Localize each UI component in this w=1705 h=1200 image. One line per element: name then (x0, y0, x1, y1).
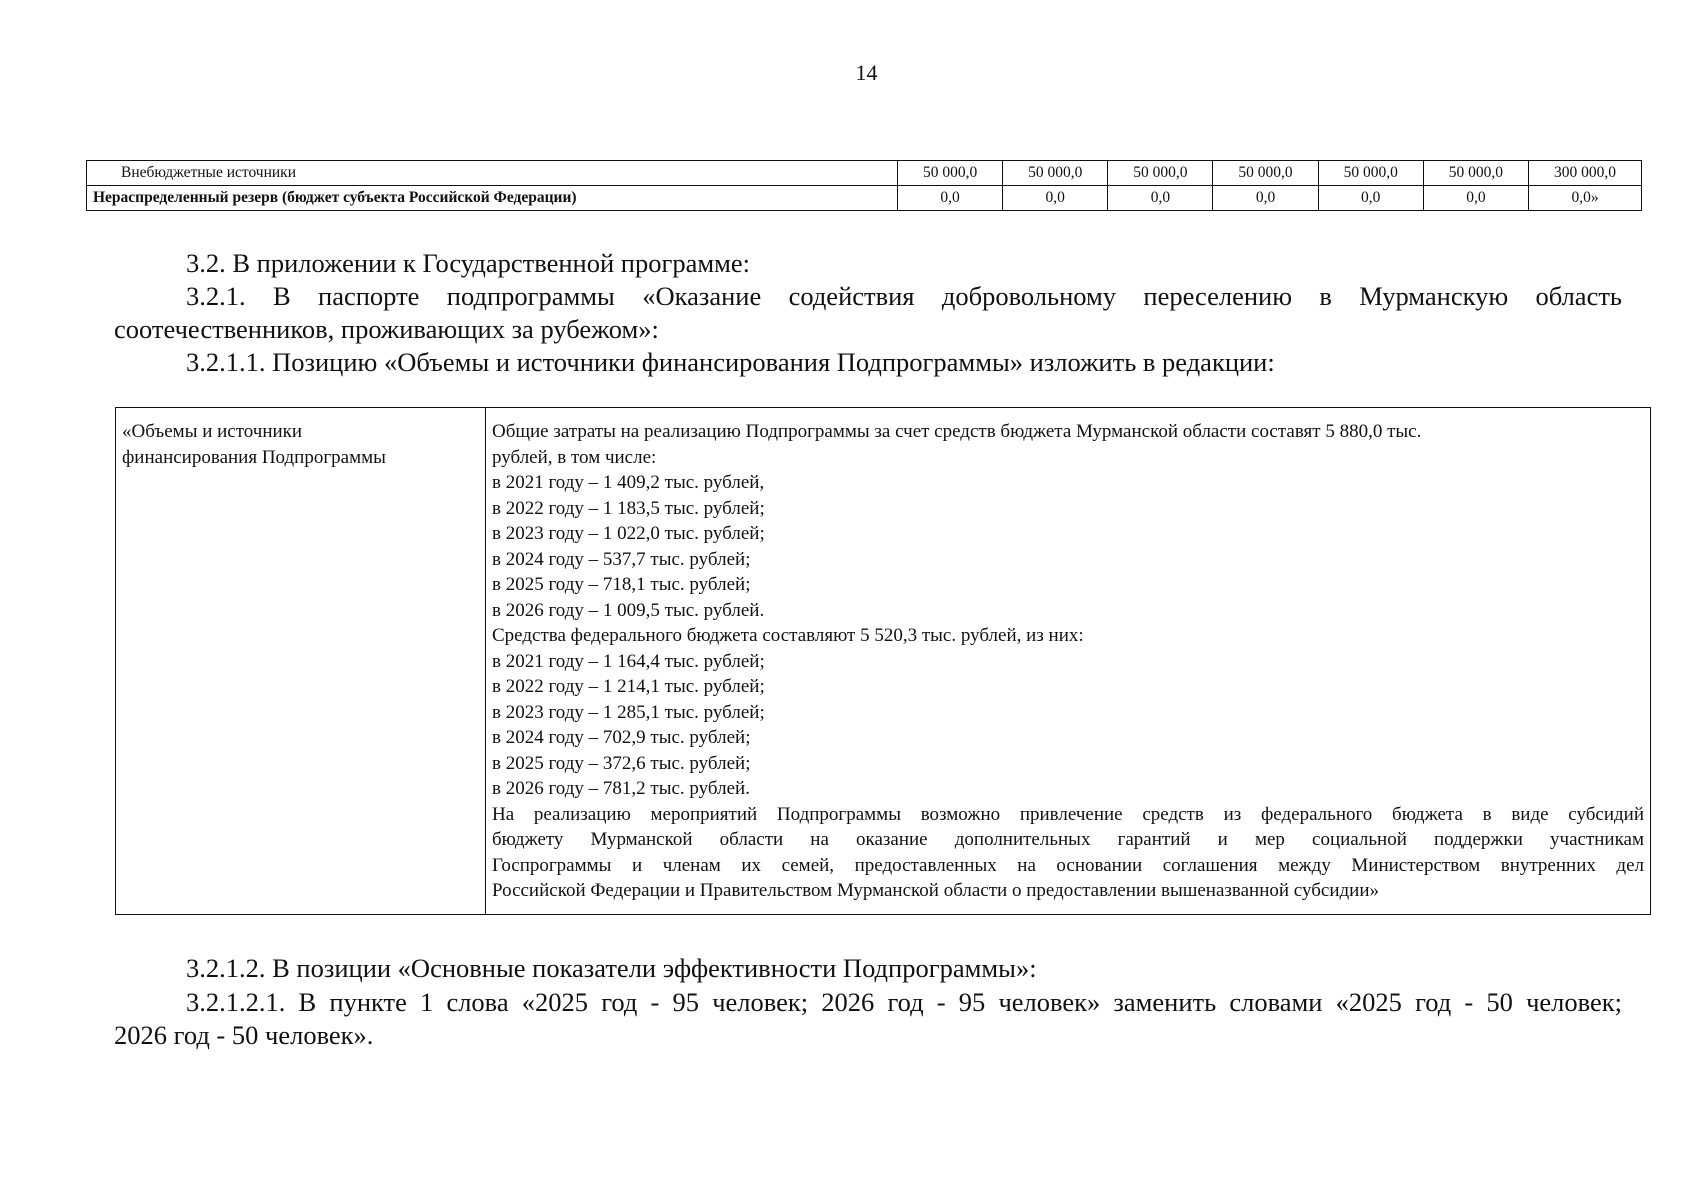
list-item: в 2021 году – 1 409,2 тыс. рублей, (492, 472, 765, 493)
list-item: в 2026 году – 1 009,5 тыс. рублей. (492, 599, 765, 621)
table-cell-total: 300 000,0 (1529, 161, 1642, 186)
passport-table (115, 407, 1651, 915)
page-number: 14 (855, 60, 878, 85)
table-cell: 0,0 (898, 186, 1003, 211)
table-cell: 0,0 (1003, 186, 1108, 211)
paragraph-text: 3.2.1.1. Позицию «Объемы и источники финансирования Подпрограммы» изложить в редакции: (186, 347, 1275, 377)
list-item: в 2021 году – 1 164,4 тыс. рублей; (492, 650, 765, 672)
list-item: в 2022 году – 1 183,5 тыс. рублей; (492, 497, 765, 519)
position-label: финансирования Подпрограммы (122, 446, 386, 468)
financing-table (86, 160, 1642, 211)
table-cell: 50 000,0 (1108, 161, 1213, 186)
row-label: Нераспределенный резерв (бюджет субъекта Российской Федерации) (87, 186, 898, 211)
list-item: в 2026 году – 781,2 тыс. рублей. (492, 778, 750, 799)
closing-text: Госпрограммы и членам их семей, предоставленных на основании соглашения между Министерством внутренних дел (492, 854, 1644, 876)
table-cell: 50 000,0 (1213, 161, 1318, 186)
table-cell: 0,0 (1213, 186, 1318, 211)
paragraph-text: 3.2. В приложении к Государственной программе: (186, 248, 750, 278)
table-cell: 0,0 (1423, 186, 1528, 211)
closing-text: Российской Федерации и Правительством Мурманской области о предоставлении вышеназванной субсидии» (492, 880, 1380, 901)
paragraph-text: 2026 год - 50 человек». (114, 1020, 374, 1050)
list-item: в 2023 году – 1 285,1 тыс. рублей; (492, 701, 765, 723)
paragraph (114, 247, 1622, 280)
paragraph (114, 1019, 1622, 1052)
list-item: в 2023 году – 1 022,0 тыс. рублей; (492, 523, 765, 544)
table-cell: 50 000,0 (1318, 161, 1423, 186)
table-row (87, 161, 1642, 186)
list-item: в 2024 году – 702,9 тыс. рублей; (492, 727, 751, 748)
paragraph (114, 986, 1622, 1019)
table-cell: 0,0 (1108, 186, 1213, 211)
position-label-cell (116, 408, 486, 915)
paragraph (114, 952, 1622, 985)
table-cell: 50 000,0 (1423, 161, 1528, 186)
paragraph-text: соотечественников, проживающих за рубежом»: (114, 314, 659, 344)
paragraph (114, 346, 1622, 379)
total-text: рублей, в том числе: (492, 446, 657, 468)
list-item: в 2025 году – 372,6 тыс. рублей; (492, 752, 751, 774)
closing-text: бюджету Мурманской области на оказание дополнительных гарантий и мер социальной поддержки участникам (492, 829, 1644, 850)
position-label: «Объемы и источники (122, 421, 303, 442)
position-value-cell (486, 408, 1651, 915)
paragraph (114, 313, 1622, 346)
table-row (116, 408, 1651, 915)
table-row (87, 186, 1642, 211)
total-text: Общие затраты на реализацию Подпрограммы за счет средств бюджета Мурманской области составят 5 880,0 тыс. (492, 421, 1422, 442)
paragraph-text: 3.2.1.2.1. В пункте 1 слова «2025 год - 95 человек; 2026 год - 95 человек» заменить словами «2025 год - 50 человек; (186, 987, 1622, 1017)
list-item: в 2025 году – 718,1 тыс. рублей; (492, 574, 751, 595)
federal-intro: Средства федерального бюджета составляют 5 520,3 тыс. рублей, из них: (492, 625, 1084, 646)
closing-text: На реализацию мероприятий Подпрограммы возможно привлечение средств из федерального бюджета в виде субсидий (492, 803, 1644, 825)
paragraph-text: 3.2.1. В паспорте подпрограммы «Оказание содействия добровольному переселению в Мурманскую область (186, 281, 1622, 311)
paragraph (114, 280, 1622, 313)
table-cell: 50 000,0 (898, 161, 1003, 186)
table-cell: 50 000,0 (1003, 161, 1108, 186)
list-item: в 2022 году – 1 214,1 тыс. рублей; (492, 676, 765, 697)
table-cell: 0,0 (1318, 186, 1423, 211)
paragraph-text: 3.2.1.2. В позиции «Основные показатели эффективности Подпрограммы»: (186, 953, 1037, 983)
list-item: в 2024 году – 537,7 тыс. рублей; (492, 548, 751, 570)
row-label: Внебюджетные источники (87, 161, 898, 186)
table-cell-total: 0,0» (1529, 186, 1642, 211)
